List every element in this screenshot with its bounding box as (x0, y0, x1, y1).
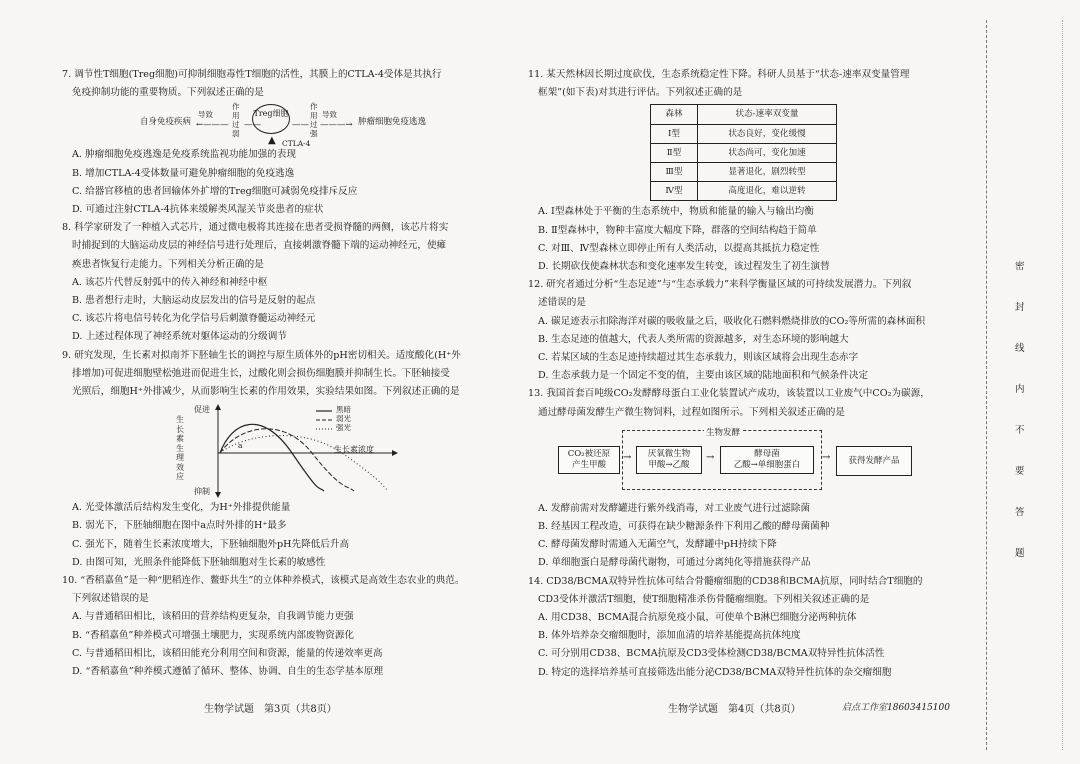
q12-option-a: A. 碳足迹表示扣除海洋对碳的吸收量之后，吸收化石燃料燃烧排放的CO₂等所需的森林面积 (538, 315, 926, 327)
q14-option-c: C. 可分别用CD38、BCMA抗原及CD3受体检测CD38/BCMA双特异性抗体活性 (538, 648, 885, 660)
q9-stem-1: 9. 研究发现，生长素对拟南芥下胚轴生长的调控与原生质体外的pH密切相关。适度酸化(H⁺外 (62, 349, 461, 361)
table-row (651, 163, 837, 182)
q11-desc-cell: 显著退化，剧烈转型 (698, 163, 837, 182)
q11-desc-cell: 状态良好，变化缓慢 (698, 124, 837, 143)
q7-stem-2: 免疫抑制功能的重要物质。下列叙述正确的是 (72, 87, 264, 99)
q13-option-d: D. 单细胞蛋白是酵母菌代谢物，可通过分离纯化等措施获得产品 (538, 557, 811, 569)
q13-box3-line1: 酵母菌 (754, 448, 780, 459)
q11-table-header-forest: 森林 (651, 105, 698, 124)
q12-option-d: D. 生态承载力是一个固定不变的值，主要由该区域的陆地面积和气候条件决定 (538, 370, 869, 382)
q9-figure (62, 401, 502, 499)
q9-legend-dark: 黑暗 (336, 405, 351, 415)
q11-type-cell: Ⅰ型 (651, 124, 698, 143)
q8-option-b: B. 患者想行走时，大脑运动皮层发出的信号是反射的起点 (72, 295, 316, 307)
q9-legend-weak: 弱光 (336, 414, 351, 424)
q9-option-c: C. 强光下，随着生长素浓度增大，下胚轴细胞外pH先降低后升高 (72, 538, 350, 550)
sidebar-char: 要 (1015, 466, 1025, 477)
q7-option-a: A. 肿瘤细胞免疫逃逸是免疫系统监视功能加强的表现 (72, 149, 297, 161)
q8-option-d: D. 上述过程体现了神经系统对躯体运动的分级调节 (72, 331, 287, 343)
q13-figure (528, 422, 968, 500)
q13-box-co2 (558, 446, 620, 474)
q9-curve-dark (220, 425, 324, 492)
q13-stem-1: 13. 我国首套百吨级CO₂发酵酵母蛋白工业化装置试产成功，该装置以工业废气中CO₂为碳源， (528, 388, 930, 400)
q9-y-arrow-icon (215, 404, 221, 410)
q11-stem-2: 框架”(如下表)对其进行评估。下列叙述正确的是 (538, 87, 743, 99)
q9-legend-strong: 强光 (336, 423, 351, 433)
q9-stem-3: 光照后，细胞H⁺外排减少，从而影响生长素的作用效果，实验结果如图。下列叙述正确的是 (72, 386, 460, 398)
q7-right-arrow-label: 导致 (322, 110, 337, 120)
q12-stem-1: 12. 研究者通过分析“生态足迹”与“生态承载力”来科学衡量区域的可持续发展潜力。下列叙 (528, 279, 912, 291)
q14-stem-2: CD3受体并激活T细胞，使T细胞精准杀伤骨髓瘤细胞。下列相关叙述正确的是 (538, 593, 870, 605)
q14-option-a: A. 用CD38、BCMA混合抗原免疫小鼠，可使单个B淋巴细胞分泌两种抗体 (538, 612, 857, 624)
left-column (62, 66, 502, 681)
q14-stem-1: 14. CD38/BCMA双特异性抗体可结合骨髓瘤细胞的CD38和BCMA抗原，同时结合T细胞的 (528, 575, 923, 587)
q10-option-d: D. “香稻嘉鱼”种养模式遵循了循环、整体、协调、自生的生态学基本原理 (72, 666, 384, 678)
q11-desc-cell: 状态尚可，变化加速 (698, 143, 837, 162)
q7-right-arrow-1: —— (292, 120, 309, 131)
q13-box1-line2: 产生甲酸 (571, 459, 606, 470)
q11-table-header-variable: 状态-速率双变量 (698, 105, 837, 124)
q8-stem-1: 8. 科学家研发了一种植入式芯片，通过微电极将其连接在患者受损脊髓的两侧，该芯片将实 (62, 222, 449, 234)
q10-option-c: C. 与普通稻田相比，该稻田能充分利用空间和资源，能量的传递效率更高 (72, 647, 383, 659)
q7-stem-1: 7. 调节性T细胞(Treg细胞)可抑制细胞毒性T细胞的活性，其膜上的CTLA-4受体是其执行 (62, 69, 442, 80)
binding-line (986, 20, 988, 750)
q7-left-arrow-label: 导致 (198, 110, 213, 120)
q9-graph (62, 401, 502, 499)
q9-x-arrow-icon (392, 450, 398, 456)
q9-y-label: 生长素生理效应 (176, 415, 184, 482)
q9-y-top-label: 促进 (194, 405, 210, 415)
q11-stem-1: 11. 某天然林因长期过度砍伐，生态系统稳定性下降。科研人员基于“状态-速率双变量管理 (528, 69, 910, 80)
q13-option-a: A. 发酵前需对发酵罐进行紫外线消毒，对工业废气进行过滤除菌 (538, 502, 811, 514)
q13-box1-line1: CO₂被还原 (567, 448, 611, 459)
q7-right-arrow: ———→ (320, 120, 353, 131)
q11-option-d: D. 长期砍伐使森林状态和变化速率发生转变，该过程发生了初生演替 (538, 261, 830, 273)
table-row (651, 124, 837, 143)
sidebar-char: 内 (1015, 384, 1025, 395)
q13-box-yeast (720, 446, 814, 474)
q12-stem-2: 述错误的是 (538, 297, 586, 309)
q7-left-arrow-2: —— (244, 120, 261, 131)
sidebar-char: 线 (1015, 343, 1025, 354)
q9-option-d: D. 由图可知，光照条件能降低下胚轴细胞对生长素的敏感性 (72, 556, 326, 568)
q8-stem-3: 痪患者恢复行走能力。下列相关分析正确的是 (72, 258, 264, 270)
q7-right-label: 肿瘤细胞免疫逃逸 (358, 117, 427, 128)
q7-option-b: B. 增加CTLA-4受体数量可避免肿瘤细胞的免疫逃逸 (72, 167, 295, 179)
q7-left-arrow: ←——— (196, 120, 229, 131)
q9-y-down-arrow-icon (215, 492, 221, 498)
q10-option-b: B. “香稻嘉鱼”种养模式可增强土壤肥力，实现系统内部废物资源化 (72, 629, 354, 641)
sidebar-char: 不 (1015, 425, 1025, 436)
q7-figure (140, 102, 502, 149)
right-column (528, 66, 968, 682)
q13-arrow-3: → (822, 451, 831, 463)
q11-type-cell: Ⅲ型 (651, 163, 698, 182)
sidebar-char: 答 (1015, 507, 1025, 518)
q10-stem-2: 下列叙述错误的是 (72, 593, 149, 605)
q13-option-b: B. 经基因工程改造，可获得在缺少糖源条件下利用乙酸的酵母菌菌种 (538, 521, 830, 533)
q11-option-c: C. 对Ⅲ、Ⅳ型森林立即停止所有人类活动，以提高其抵抗力稳定性 (538, 242, 820, 254)
q13-box2-line2: 甲酸→乙酸 (648, 459, 690, 470)
q7-right-cause: 作用过强 (310, 102, 318, 139)
left-footer: 生物学试题 第3页（共8页） (204, 704, 337, 715)
q13-box-product: 获得发酵产品 (836, 446, 912, 476)
q13-option-c: C. 酵母菌发酵时需通入无菌空气，发酵罐中pH持续下降 (538, 539, 777, 551)
q8-option-c: C. 该芯片将电信号转化为化学信号后刺激脊髓运动神经元 (72, 313, 316, 325)
q13-box3-line2: 乙酸→单细胞蛋白 (733, 459, 801, 470)
q13-arrow-2: → (706, 451, 715, 463)
q10-option-a: A. 与普通稻田相比，该稻田的营养结构更复杂，自我调节能力更强 (72, 611, 354, 623)
q7-left-label: 自身免疫疾病 (140, 117, 192, 128)
q10-stem-1: 10. “香稻嘉鱼”是一种“肥稻连作、鳖虾共生”的立体种养模式，该模式是高效生态农业的典范。 (62, 575, 465, 587)
q7-option-c: C. 给器官移植的患者回输体外扩增的Treg细胞可减弱免疫排斥反应 (72, 185, 358, 197)
sidebar-char: 密 (1015, 261, 1025, 272)
q9-point-a: a (238, 441, 243, 451)
q13-arrow-1: → (623, 451, 632, 463)
q11-option-b: B. Ⅱ型森林中，物种丰富度大幅度下降，群落的空间结构趋于简单 (538, 224, 817, 236)
sidebar-char: 题 (1015, 548, 1025, 559)
q9-option-b: B. 弱光下，下胚轴细胞在图中a点时外排的H⁺最多 (72, 520, 287, 532)
q7-left-cause: 作用过弱 (232, 102, 240, 139)
q13-box-anaerobe (636, 446, 702, 474)
q13-group-label: 生物发酵 (704, 424, 742, 442)
q9-x-label: 生长素浓度 (334, 445, 374, 455)
q12-option-b: B. 生态足迹的值越大，代表人类所需的资源越多，对生态环境的影响越大 (538, 333, 849, 345)
q7-option-d: D. 可通过注射CTLA-4抗体来缓解类风湿关节炎患者的症状 (72, 204, 324, 216)
right-footer: 生物学试题 第4页（共8页） (668, 704, 801, 715)
q11-type-cell: Ⅱ型 (651, 143, 698, 162)
q13-box2-line1: 厌氧微生物 (647, 448, 691, 459)
q11-type-cell: Ⅳ型 (651, 182, 698, 201)
binding-edge (1062, 20, 1064, 750)
q8-option-a: A. 该芯片代替反射弧中的传入神经和神经中枢 (72, 276, 268, 288)
q11-desc-cell: 高度退化，难以逆转 (698, 182, 837, 201)
q13-stem-2: 通过酵母菌发酵生产微生物饲料，过程如图所示。下列相关叙述正确的是 (538, 406, 845, 418)
watermark: 启点工作室18603415100 (842, 703, 950, 713)
q9-option-a: A. 光受体激活后结构发生变化，为H⁺外排提供能量 (72, 502, 291, 514)
q7-receptor-icon: ▲ (268, 135, 276, 147)
sidebar-char: 封 (1015, 302, 1025, 313)
q14-option-d: D. 特定的选择培养基可直接筛选出能分泌CD38/BCMA双特异性抗体的杂交瘤细胞 (538, 666, 892, 678)
q12-option-c: C. 若某区域的生态足迹持续超过其生态承载力，则该区域将会出现生态赤字 (538, 352, 859, 364)
table-row (651, 143, 837, 162)
q14-option-b: B. 体外培养杂交瘤细胞时，添加血清的培养基能提高抗体纯度 (538, 630, 801, 642)
q11-table (650, 104, 837, 201)
q9-stem-2: 排增加)可促进细胞壁松弛进而促进生长，过酸化则会损伤细胞膜并抑制生长。下胚轴接受 (72, 367, 450, 379)
q8-stem-2: 时捕捉到的大脑运动皮层的神经信号进行处理后，直接刺激脊髓下端的运动神经元，使瘫 (72, 240, 447, 252)
table-row (651, 182, 837, 201)
q9-y-bottom-label: 抑制 (194, 487, 210, 497)
q11-option-a: A. Ⅰ型森林处于平衡的生态系统中，物质和能量的输入与输出均衡 (538, 206, 814, 218)
q7-treg-circle: Treg细胞 (252, 104, 290, 134)
q7-receptor-label: CTLA-4 (282, 139, 311, 149)
